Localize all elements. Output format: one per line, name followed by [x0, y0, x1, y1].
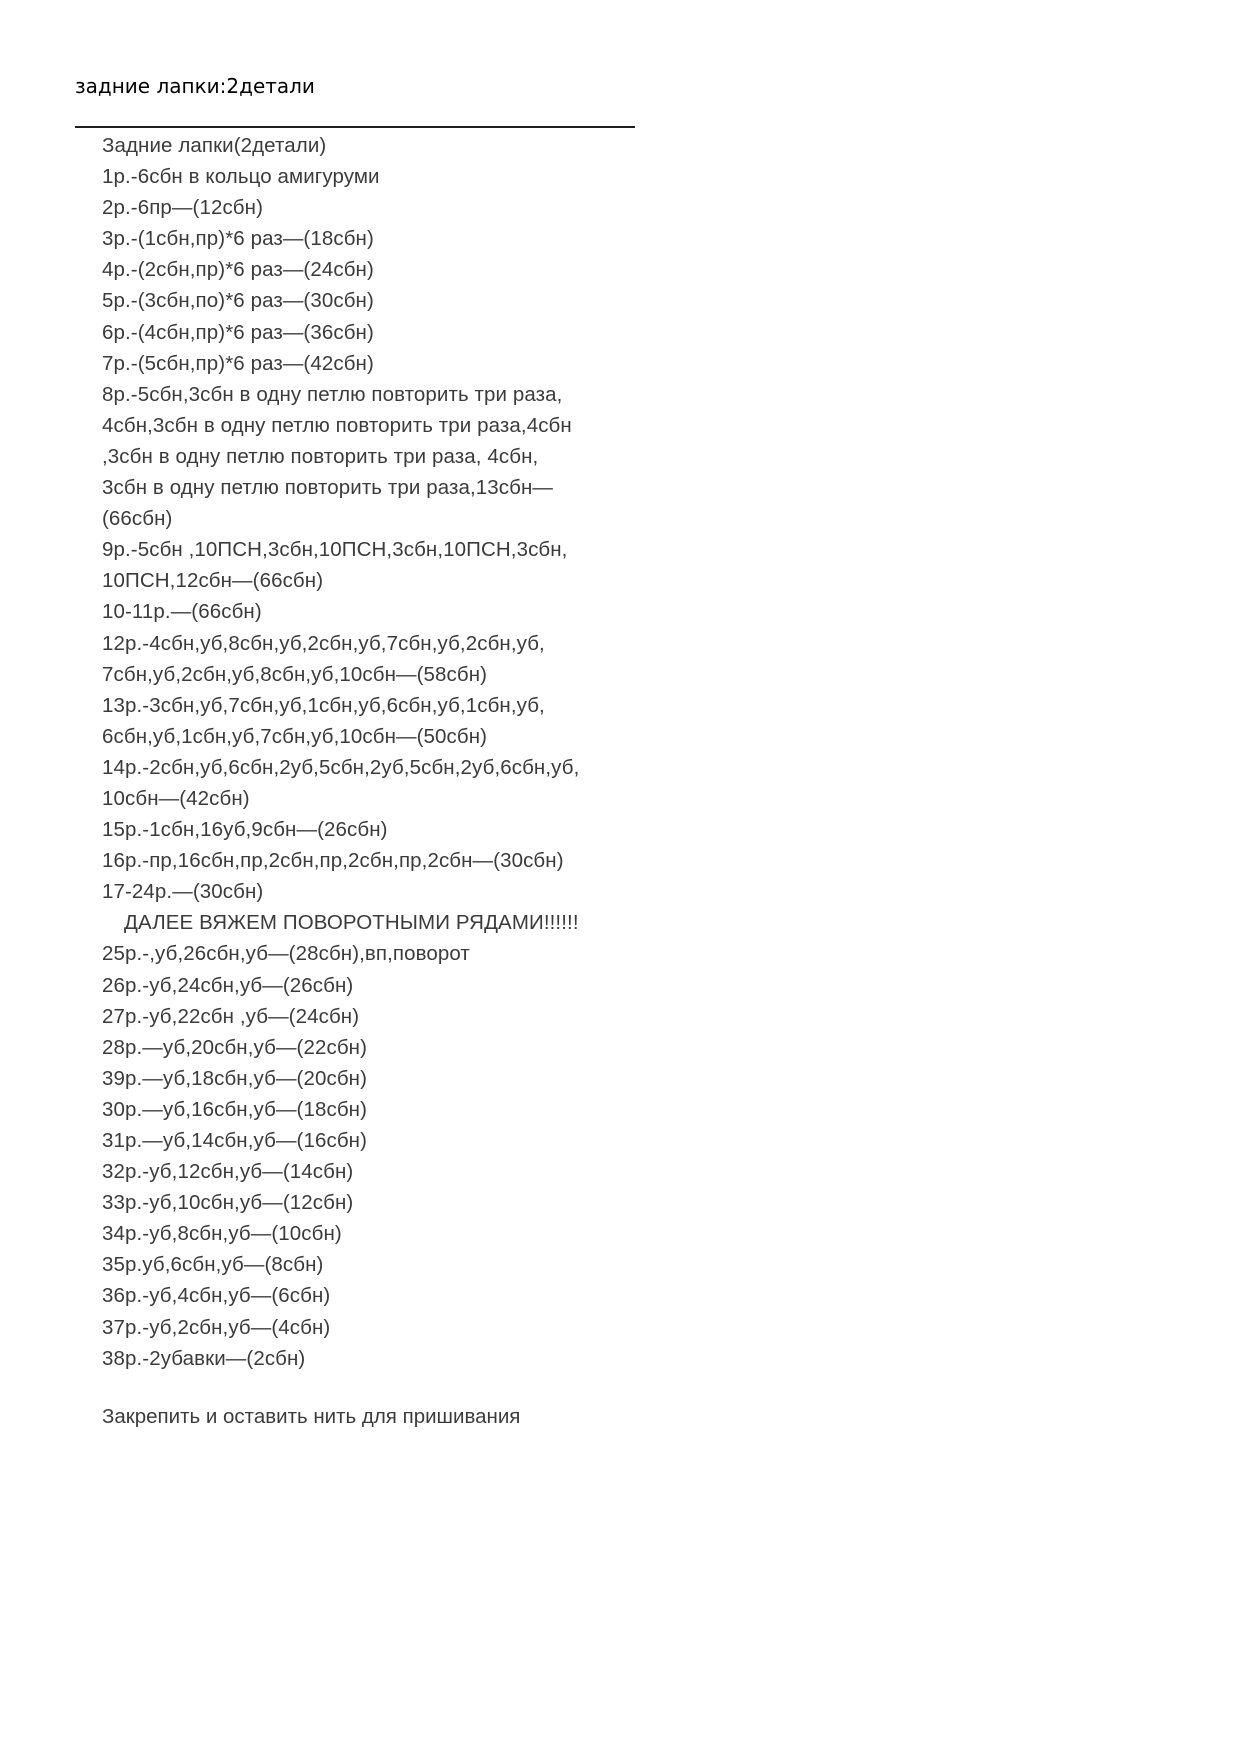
pattern-row: 10ПСН,12сбн—(66сбн) — [102, 569, 324, 593]
pattern-row: 15р.-1сбн,16уб,9сбн—(26сбн) — [102, 818, 388, 842]
pattern-row: 27р.-уб,22сбн ,уб—(24сбн) — [102, 1004, 360, 1028]
pattern-lines — [102, 130, 579, 1374]
page-title: задние лапки:2детали — [75, 74, 315, 98]
pattern-scan — [75, 126, 635, 1466]
pattern-row: 5р.-(3сбн,по)*6 раз—(30сбн) — [102, 289, 374, 313]
pattern-row: 3сбн в одну петлю повторить три раза,13сбн— — [102, 476, 554, 500]
pattern-row: 16р.-пр,16сбн,пр,2сбн,пр,2сбн,пр,2сбн—(30сбн) — [102, 849, 564, 873]
pattern-row: 6р.-(4сбн,пр)*6 раз—(36сбн) — [102, 320, 374, 344]
pattern-row: 8р.-5сбн,3сбн в одну петлю повторить три раза, — [102, 382, 563, 406]
pattern-row: 4р.-(2сбн,пр)*6 раз—(24сбн) — [102, 258, 374, 282]
pattern-row: 30р.—уб,16сбн,уб—(18сбн) — [102, 1097, 368, 1121]
pattern-row: 31р.—уб,14сбн,уб—(16сбн) — [102, 1129, 368, 1152]
pattern-row: 4сбн,3сбн в одну петлю повторить три раза,4сбн — [102, 413, 572, 437]
pattern-row: 26р.-уб,24сбн,уб—(26сбн) — [102, 973, 354, 997]
pattern-heading: Задние лапки(2детали) — [102, 134, 327, 157]
pattern-row: 1р.-6сбн в кольцо амигуруми — [102, 165, 380, 189]
pattern-row: 28р.—уб,20сбн,уб—(22сбн) — [102, 1035, 368, 1059]
pattern-row: 17-24р.—(30сбн) — [102, 880, 264, 904]
pattern-row: 34р.-уб,8сбн,уб—(10сбн) — [102, 1222, 342, 1246]
finishing-note: Закрепить и оставить нить для пришивания — [102, 1405, 521, 1428]
pattern-row: 13р.-3сбн,уб,7сбн,уб,1сбн,уб,6сбн,уб,1сбн,уб, — [102, 693, 545, 717]
pattern-row: 6сбн,уб,1сбн,уб,7сбн,уб,10сбн—(50сбн) — [102, 724, 488, 748]
pattern-row: ,3сбн в одну петлю повторить три раза, 4сбн, — [102, 444, 539, 468]
pattern-row: 14р.-2сбн,уб,6сбн,2уб,5сбн,2уб,5сбн,2уб,6сбн,уб, — [102, 755, 580, 779]
pattern-row: 39р.—уб,18сбн,уб—(20сбн) — [102, 1066, 368, 1090]
pattern-row: 12р.-4сбн,уб,8сбн,уб,2сбн,уб,7сбн,уб,2сбн,уб, — [102, 631, 545, 655]
pattern-row: 32р.-уб,12сбн,уб—(14сбн) — [102, 1160, 354, 1184]
pattern-row: 9р.-5сбн ,10ПСН,3сбн,10ПСН,3сбн,10ПСН,3сбн, — [102, 538, 568, 562]
top-divider — [75, 126, 635, 128]
pattern-row: 37р.-уб,2сбн,уб—(4сбн) — [102, 1315, 331, 1339]
pattern-row: 2р.-6пр—(12сбн) — [102, 196, 263, 220]
pattern-note: ДАЛЕЕ ВЯЖЕМ ПОВОРОТНЫМИ РЯДАМИ!!!!!! — [124, 911, 579, 935]
pattern-row: (66сбн) — [102, 507, 173, 531]
pattern-row: 10сбн—(42сбн) — [102, 786, 250, 810]
pattern-row: 33р.-уб,10сбн,уб—(12сбн) — [102, 1191, 354, 1215]
pattern-row: 3р.-(1сбн,пр)*6 раз—(18сбн) — [102, 227, 374, 251]
pattern-row: 7сбн,уб,2сбн,уб,8сбн,уб,10сбн—(58сбн) — [102, 662, 488, 686]
pattern-row: 7р.-(5сбн,пр)*6 раз—(42сбн) — [102, 351, 374, 375]
pattern-row: 38р.-2убавки—(2сбн) — [102, 1346, 306, 1370]
pattern-row: 10-11р.—(66сбн) — [102, 600, 262, 624]
pattern-row: 35р.уб,6сбн,уб—(8сбн) — [102, 1253, 324, 1277]
pattern-row: 25р.-,уб,26сбн,уб—(28сбн),вп,поворот — [102, 942, 470, 966]
pattern-row: 36р.-уб,4сбн,уб—(6сбн) — [102, 1284, 331, 1308]
